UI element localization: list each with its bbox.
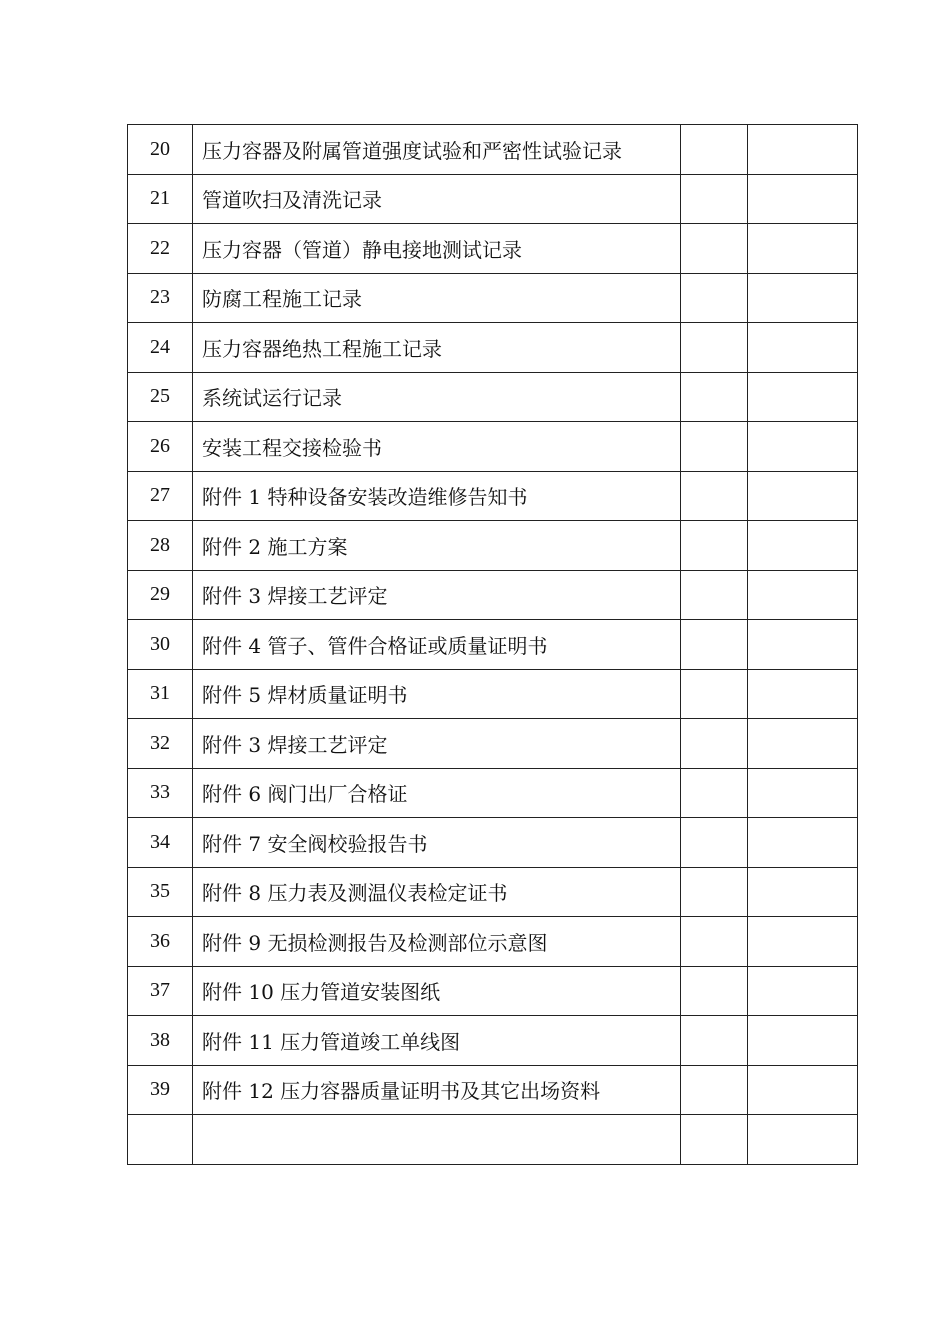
row-number-cell: 20 — [128, 125, 193, 175]
row-number-cell: 27 — [128, 471, 193, 521]
row-number-cell: 28 — [128, 521, 193, 571]
document-name-cell: 附件 7 安全阀校验报告书 — [193, 818, 681, 868]
document-name-cell: 附件 9 无损检测报告及检测部位示意图 — [193, 917, 681, 967]
document-name-cell: 附件 3 焊接工艺评定 — [193, 570, 681, 620]
document-name-cell: 附件 8 压力表及测温仪表检定证书 — [193, 867, 681, 917]
table-row — [128, 372, 858, 422]
document-name-cell: 附件 2 施工方案 — [193, 521, 681, 571]
check-cell-b — [748, 471, 858, 521]
row-number-cell: 22 — [128, 224, 193, 274]
table-row — [128, 273, 858, 323]
table-row — [128, 1065, 858, 1115]
check-cell-a — [681, 471, 748, 521]
row-number-cell: 37 — [128, 966, 193, 1016]
table-row — [128, 125, 858, 175]
row-number-cell: 24 — [128, 323, 193, 373]
row-number-cell — [128, 1115, 193, 1165]
document-name-cell: 附件 11 压力管道竣工单线图 — [193, 1016, 681, 1066]
check-cell-b — [748, 620, 858, 670]
row-number-cell: 30 — [128, 620, 193, 670]
check-cell-a — [681, 174, 748, 224]
table-row — [128, 471, 858, 521]
check-cell-a — [681, 768, 748, 818]
document-name-cell — [193, 1115, 681, 1165]
table-body — [128, 125, 858, 1165]
row-number-cell: 34 — [128, 818, 193, 868]
table-row — [128, 966, 858, 1016]
check-cell-a — [681, 323, 748, 373]
document-name-cell: 附件 4 管子、管件合格证或质量证明书 — [193, 620, 681, 670]
row-number-cell: 35 — [128, 867, 193, 917]
check-cell-b — [748, 323, 858, 373]
check-cell-a — [681, 867, 748, 917]
check-cell-b — [748, 818, 858, 868]
table-row — [128, 521, 858, 571]
document-name-cell: 附件 12 压力容器质量证明书及其它出场资料 — [193, 1065, 681, 1115]
table-row — [128, 867, 858, 917]
table-row — [128, 422, 858, 472]
document-name-cell: 压力容器绝热工程施工记录 — [193, 323, 681, 373]
table-row — [128, 768, 858, 818]
document-name-cell: 附件 1 特种设备安装改造维修告知书 — [193, 471, 681, 521]
row-number-cell: 25 — [128, 372, 193, 422]
table-row — [128, 174, 858, 224]
document-name-cell: 附件 3 焊接工艺评定 — [193, 719, 681, 769]
document-name-cell: 防腐工程施工记录 — [193, 273, 681, 323]
table-row — [128, 1016, 858, 1066]
check-cell-a — [681, 719, 748, 769]
check-cell-a — [681, 966, 748, 1016]
document-name-cell: 安装工程交接检验书 — [193, 422, 681, 472]
row-number-cell: 38 — [128, 1016, 193, 1066]
check-cell-b — [748, 174, 858, 224]
check-cell-b — [748, 125, 858, 175]
check-cell-a — [681, 1016, 748, 1066]
document-table — [127, 124, 858, 1165]
table-row — [128, 1115, 858, 1165]
document-name-cell: 附件 10 压力管道安装图纸 — [193, 966, 681, 1016]
check-cell-a — [681, 917, 748, 967]
row-number-cell: 33 — [128, 768, 193, 818]
check-cell-b — [748, 422, 858, 472]
check-cell-a — [681, 1065, 748, 1115]
row-number-cell: 29 — [128, 570, 193, 620]
check-cell-b — [748, 273, 858, 323]
check-cell-a — [681, 224, 748, 274]
check-cell-b — [748, 966, 858, 1016]
check-cell-b — [748, 1115, 858, 1165]
table-row — [128, 323, 858, 373]
check-cell-b — [748, 917, 858, 967]
document-name-cell: 附件 6 阀门出厂合格证 — [193, 768, 681, 818]
table-row — [128, 669, 858, 719]
document-name-cell: 压力容器（管道）静电接地测试记录 — [193, 224, 681, 274]
row-number-cell: 36 — [128, 917, 193, 967]
document-name-cell: 附件 5 焊材质量证明书 — [193, 669, 681, 719]
check-cell-a — [681, 620, 748, 670]
check-cell-a — [681, 669, 748, 719]
check-cell-b — [748, 768, 858, 818]
row-number-cell: 39 — [128, 1065, 193, 1115]
check-cell-a — [681, 372, 748, 422]
check-cell-a — [681, 1115, 748, 1165]
document-name-cell: 压力容器及附属管道强度试验和严密性试验记录 — [193, 125, 681, 175]
table-row — [128, 719, 858, 769]
check-cell-a — [681, 125, 748, 175]
check-cell-b — [748, 867, 858, 917]
table-row — [128, 818, 858, 868]
check-cell-b — [748, 1016, 858, 1066]
row-number-cell: 21 — [128, 174, 193, 224]
table-row — [128, 620, 858, 670]
row-number-cell: 32 — [128, 719, 193, 769]
check-cell-b — [748, 570, 858, 620]
check-cell-a — [681, 422, 748, 472]
row-number-cell: 26 — [128, 422, 193, 472]
check-cell-b — [748, 224, 858, 274]
table-row — [128, 570, 858, 620]
check-cell-a — [681, 521, 748, 571]
document-name-cell: 系统试运行记录 — [193, 372, 681, 422]
document-name-cell: 管道吹扫及清洗记录 — [193, 174, 681, 224]
table-row — [128, 224, 858, 274]
row-number-cell: 31 — [128, 669, 193, 719]
table-row — [128, 917, 858, 967]
check-cell-b — [748, 719, 858, 769]
check-cell-b — [748, 1065, 858, 1115]
check-cell-b — [748, 372, 858, 422]
check-cell-a — [681, 570, 748, 620]
row-number-cell: 23 — [128, 273, 193, 323]
check-cell-a — [681, 273, 748, 323]
check-cell-a — [681, 818, 748, 868]
check-cell-b — [748, 521, 858, 571]
check-cell-b — [748, 669, 858, 719]
